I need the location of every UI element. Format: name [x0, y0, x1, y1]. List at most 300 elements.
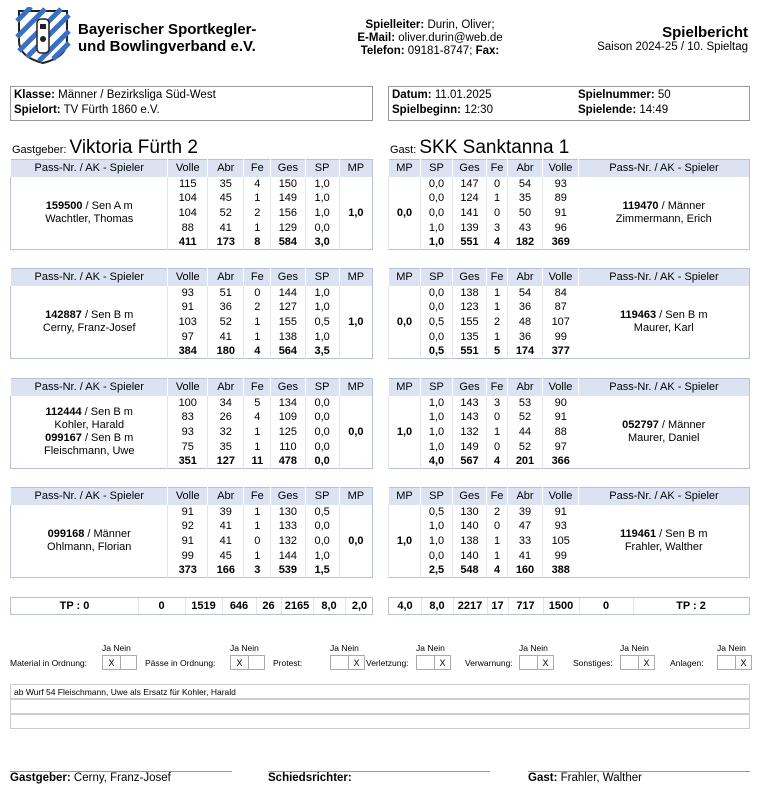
- home-value-cell: 0,5: [305, 505, 339, 520]
- total-cell: 0: [602, 600, 610, 612]
- col-player: Pass-Nr. / AK - Spieler: [579, 269, 750, 286]
- game-row: [389, 396, 750, 411]
- away-game-table: [388, 268, 750, 359]
- col-fe: Fe: [244, 269, 271, 286]
- home-value-cell: 351: [168, 454, 208, 469]
- col-mp: MP: [339, 379, 372, 396]
- away-value-cell: 93: [543, 519, 579, 534]
- home-value-cell: 138: [271, 329, 305, 344]
- game-row: [11, 396, 373, 411]
- home-mp-cell: 1,0: [339, 177, 372, 250]
- home-value-cell: 156: [271, 206, 305, 221]
- home-value-cell: 180: [208, 344, 244, 359]
- away-value-cell: 91: [543, 410, 579, 425]
- ja-nein-header: Ja Nein: [330, 643, 359, 653]
- col-volle: Volle: [168, 160, 208, 177]
- org-name-line1: Bayerischer Sportkegler-: [78, 21, 257, 38]
- total-cell: 1519: [191, 600, 216, 612]
- player-line: 052797 / Männer: [622, 418, 706, 431]
- check-box[interactable]: [230, 655, 265, 670]
- home-value-cell: 99: [168, 548, 208, 563]
- away-value-cell: 87: [543, 300, 579, 315]
- home-value-cell: 478: [271, 454, 305, 469]
- col-abr: Abr: [208, 379, 244, 396]
- ja-box[interactable]: X: [236, 658, 243, 668]
- total-cell: 0: [158, 600, 165, 612]
- home-value-cell: 0: [244, 286, 271, 301]
- player-line: Cerny, Franz-Josef: [42, 321, 136, 334]
- away-value-cell: 4: [487, 563, 508, 578]
- home-value-cell: 91: [168, 505, 208, 520]
- home-value-cell: 4: [244, 344, 271, 359]
- home-value-cell: 155: [271, 315, 305, 330]
- check-label: Verletzung:: [366, 658, 409, 668]
- col-mp: MP: [389, 160, 421, 177]
- home-value-cell: 109: [271, 410, 305, 425]
- home-value-cell: 45: [208, 548, 244, 563]
- total-separator: [281, 598, 282, 614]
- col-volle: Volle: [543, 160, 579, 177]
- nein-box[interactable]: X: [740, 658, 747, 668]
- away-value-cell: 84: [543, 286, 579, 301]
- col-fe: Fe: [487, 160, 508, 177]
- away-value-cell: 0,0: [421, 300, 453, 315]
- home-value-cell: 36: [208, 300, 244, 315]
- away-value-cell: 124: [453, 191, 487, 206]
- away-value-cell: 88: [543, 425, 579, 440]
- home-value-cell: 1,0: [305, 329, 339, 344]
- away-value-cell: 548: [453, 563, 487, 578]
- away-value-cell: 132: [453, 425, 487, 440]
- game-row: [11, 505, 373, 520]
- away-value-cell: 90: [543, 396, 579, 411]
- player-line: Maurer, Daniel: [627, 431, 700, 444]
- home-value-cell: 411: [168, 235, 208, 250]
- col-volle: Volle: [543, 379, 579, 396]
- home-value-cell: 1: [244, 548, 271, 563]
- check-label: Material in Ordnung:: [10, 658, 88, 668]
- col-ges: Ges: [453, 488, 487, 505]
- home-value-cell: 45: [208, 191, 244, 206]
- col-ges: Ges: [271, 160, 305, 177]
- home-value-cell: 0,0: [305, 425, 339, 440]
- ja-nein-header: Ja Nein: [519, 643, 548, 653]
- leader-line: Spielleiter: Durin, Oliver;: [365, 19, 495, 31]
- away-value-cell: 33: [508, 534, 543, 549]
- col-mp: MP: [389, 379, 421, 396]
- away-value-cell: 0: [487, 206, 508, 221]
- nein-box[interactable]: X: [353, 658, 360, 668]
- away-value-cell: 2,5: [421, 563, 453, 578]
- away-value-cell: 2: [487, 505, 508, 520]
- home-value-cell: 125: [271, 425, 305, 440]
- ja-nein-header: Ja Nein: [102, 643, 131, 653]
- away-value-cell: 140: [453, 519, 487, 534]
- home-value-cell: 35: [208, 439, 244, 454]
- col-player: Pass-Nr. / AK - Spieler: [579, 488, 750, 505]
- ja-nein-header: Ja Nein: [620, 643, 649, 653]
- total-cell: 4,0: [397, 600, 413, 612]
- time-info-box: [388, 86, 750, 121]
- total-cell: 8,0: [429, 600, 445, 612]
- home-value-cell: 0,0: [305, 439, 339, 454]
- total-separator: [508, 598, 509, 614]
- away-value-cell: 147: [453, 177, 487, 192]
- player-line: Ohlmann, Florian: [47, 540, 132, 553]
- check-box[interactable]: [717, 655, 752, 670]
- player-line: 099167 / Sen B m: [45, 431, 134, 444]
- home-value-cell: 104: [168, 206, 208, 221]
- check-box[interactable]: [330, 655, 365, 670]
- home-value-cell: 91: [168, 534, 208, 549]
- ja-box[interactable]: X: [108, 658, 115, 668]
- home-mp-cell: 0,0: [339, 505, 372, 578]
- home-value-cell: 384: [168, 344, 208, 359]
- away-value-cell: 1,0: [421, 439, 453, 454]
- col-volle: Volle: [168, 488, 208, 505]
- col-fe: Fe: [487, 379, 508, 396]
- home-value-cell: 8: [244, 235, 271, 250]
- away-value-cell: 4,0: [421, 454, 453, 469]
- away-game-table: [388, 159, 750, 250]
- col-sp: SP: [421, 379, 453, 396]
- org-name-line2: und Bowlingverband e.V.: [78, 38, 256, 55]
- col-player: Pass-Nr. / AK - Spieler: [579, 160, 750, 177]
- total-cell: 646: [229, 600, 249, 612]
- away-value-cell: 1,0: [421, 534, 453, 549]
- away-value-cell: 48: [508, 315, 543, 330]
- report-title: Spielbericht: [662, 24, 748, 41]
- away-value-cell: 551: [453, 344, 487, 359]
- away-mp-cell: 1,0: [389, 505, 421, 578]
- away-value-cell: 0,5: [421, 315, 453, 330]
- away-value-cell: 97: [543, 439, 579, 454]
- box-divider: [248, 656, 265, 669]
- home-value-cell: 1,0: [305, 206, 339, 221]
- home-value-cell: 97: [168, 329, 208, 344]
- away-value-cell: 1,0: [421, 220, 453, 235]
- away-value-cell: 0,0: [421, 206, 453, 221]
- player-line: 112444 / Sen B m: [45, 405, 133, 418]
- col-mp: MP: [339, 160, 372, 177]
- away-value-cell: 0: [487, 519, 508, 534]
- total-separator: [421, 598, 422, 614]
- away-value-cell: 0: [487, 439, 508, 454]
- home-value-cell: 127: [271, 300, 305, 315]
- away-value-cell: 35: [508, 191, 543, 206]
- col-sp: SP: [305, 160, 339, 177]
- home-totals-row: [10, 597, 373, 615]
- beginn-field: Spielbeginn: 12:30: [392, 104, 493, 116]
- home-value-cell: 3,5: [305, 344, 339, 359]
- col-abr: Abr: [508, 379, 543, 396]
- home-value-cell: 0,0: [305, 519, 339, 534]
- away-mp-cell: 0,0: [389, 286, 421, 359]
- total-cell: 717: [516, 600, 535, 612]
- home-value-cell: 110: [271, 439, 305, 454]
- home-value-cell: 166: [208, 563, 244, 578]
- away-value-cell: 138: [453, 534, 487, 549]
- home-value-cell: 51: [208, 286, 244, 301]
- home-game-table: [10, 159, 373, 250]
- col-abr: Abr: [508, 488, 543, 505]
- player-line: 119463 / Sen B m: [620, 308, 708, 321]
- total-cell: 8,0: [321, 600, 337, 612]
- home-value-cell: 144: [271, 286, 305, 301]
- home-value-cell: 539: [271, 563, 305, 578]
- col-sp: SP: [421, 160, 453, 177]
- away-value-cell: 0,0: [421, 329, 453, 344]
- away-value-cell: 54: [508, 177, 543, 192]
- away-value-cell: 155: [453, 315, 487, 330]
- ja-nein-header: Ja Nein: [416, 643, 445, 653]
- away-value-cell: 1: [487, 534, 508, 549]
- away-value-cell: 105: [543, 534, 579, 549]
- home-value-cell: 1,5: [305, 563, 339, 578]
- player-line: 119461 / Sen B m: [620, 527, 708, 540]
- away-value-cell: 52: [508, 410, 543, 425]
- total-separator: [487, 598, 488, 614]
- total-separator: [256, 598, 257, 614]
- away-value-cell: 91: [543, 206, 579, 221]
- col-abr: Abr: [208, 269, 244, 286]
- home-value-cell: 39: [208, 505, 244, 520]
- away-value-cell: 96: [543, 220, 579, 235]
- home-value-cell: 75: [168, 439, 208, 454]
- game-row: [11, 177, 373, 192]
- check-box[interactable]: [519, 655, 554, 670]
- home-value-cell: 1,0: [305, 191, 339, 206]
- col-volle: Volle: [168, 379, 208, 396]
- col-fe: Fe: [244, 160, 271, 177]
- remark-line-1: ab Wurf 54 Fleischmann, Uwe als Ersatz für Kohler, Harald: [10, 684, 750, 699]
- away-value-cell: 91: [543, 505, 579, 520]
- col-sp: SP: [305, 379, 339, 396]
- col-sp: SP: [305, 269, 339, 286]
- home-value-cell: 92: [168, 519, 208, 534]
- home-value-cell: 0,0: [305, 220, 339, 235]
- home-value-cell: 0: [244, 534, 271, 549]
- total-cell: 2165: [284, 600, 310, 612]
- away-value-cell: 36: [508, 329, 543, 344]
- away-value-cell: 1,0: [421, 425, 453, 440]
- away-value-cell: 5: [487, 344, 508, 359]
- col-ges: Ges: [453, 269, 487, 286]
- away-value-cell: 0: [487, 410, 508, 425]
- away-team-header: Gast: SKK Sanktanna 1: [390, 137, 570, 158]
- home-mp-cell: 1,0: [339, 286, 372, 359]
- check-label: Sonstiges:: [573, 658, 613, 668]
- home-value-cell: 52: [208, 206, 244, 221]
- away-signature: Gast: Frahler, Walther: [528, 772, 642, 784]
- federation-logo: [15, 7, 71, 65]
- away-value-cell: 107: [543, 315, 579, 330]
- home-value-cell: 1,0: [305, 548, 339, 563]
- col-ges: Ges: [453, 379, 487, 396]
- col-ges: Ges: [271, 269, 305, 286]
- col-sp: SP: [421, 269, 453, 286]
- home-value-cell: 1: [244, 425, 271, 440]
- col-player: Pass-Nr. / AK - Spieler: [11, 269, 168, 286]
- away-value-cell: 139: [453, 220, 487, 235]
- home-value-cell: 41: [208, 534, 244, 549]
- player-line: Maurer, Karl: [633, 321, 694, 334]
- away-value-cell: 138: [453, 286, 487, 301]
- away-value-cell: 201: [508, 454, 543, 469]
- player-line: 142887 / Sen B m: [45, 308, 134, 321]
- remark-line-2: [10, 699, 750, 714]
- away-value-cell: 1: [487, 286, 508, 301]
- away-value-cell: 53: [508, 396, 543, 411]
- check-box[interactable]: [416, 655, 451, 670]
- col-player: Pass-Nr. / AK - Spieler: [11, 488, 168, 505]
- nein-box[interactable]: X: [643, 658, 650, 668]
- away-value-cell: 99: [543, 548, 579, 563]
- away-value-cell: 4: [487, 454, 508, 469]
- datum-field: Datum: 11.01.2025: [392, 89, 492, 101]
- game-row: [389, 286, 750, 301]
- away-value-cell: 1,0: [421, 235, 453, 250]
- home-value-cell: 5: [244, 396, 271, 411]
- home-player-cell: [11, 286, 168, 359]
- home-value-cell: 0,0: [305, 410, 339, 425]
- away-value-cell: 54: [508, 286, 543, 301]
- home-value-cell: 2: [244, 206, 271, 221]
- remark-line-3: [10, 714, 750, 729]
- home-value-cell: 83: [168, 410, 208, 425]
- away-value-cell: 39: [508, 505, 543, 520]
- check-label: Verwarnung:: [465, 658, 513, 668]
- col-mp: MP: [389, 269, 421, 286]
- home-value-cell: 1: [244, 519, 271, 534]
- total-separator: [222, 598, 223, 614]
- away-value-cell: 47: [508, 519, 543, 534]
- away-value-cell: 130: [453, 505, 487, 520]
- away-totals-row: [388, 597, 750, 615]
- away-value-cell: 388: [543, 563, 579, 578]
- away-value-cell: 0,0: [421, 548, 453, 563]
- player-line: 159500 / Sen A m: [45, 199, 133, 212]
- home-player-cell: [11, 177, 168, 250]
- home-signature: Gastgeber: Cerny, Franz-Josef: [10, 772, 171, 784]
- total-separator: [345, 598, 346, 614]
- player-line: 119470 / Männer: [622, 199, 706, 212]
- player-line: Wachtler, Thomas: [45, 212, 134, 225]
- player-line: Zimmermann, Erich: [615, 212, 712, 225]
- home-team-header: Gastgeber: Viktoria Fürth 2: [12, 137, 198, 158]
- away-value-cell: 1: [487, 329, 508, 344]
- total-separator: [633, 598, 634, 614]
- home-value-cell: 104: [168, 191, 208, 206]
- game-row: [389, 505, 750, 520]
- away-value-cell: 0,0: [421, 286, 453, 301]
- col-abr: Abr: [508, 269, 543, 286]
- player-line: Fleischmann, Uwe: [43, 444, 135, 457]
- home-value-cell: 584: [271, 235, 305, 250]
- total-cell: 17: [491, 600, 504, 612]
- away-player-cell: [579, 177, 750, 250]
- away-value-cell: 1: [487, 300, 508, 315]
- home-value-cell: 1: [244, 329, 271, 344]
- home-value-cell: 0,0: [305, 396, 339, 411]
- check-box[interactable]: [620, 655, 655, 670]
- player-line: Frahler, Walther: [624, 540, 703, 553]
- game-row: [389, 177, 750, 192]
- home-value-cell: 144: [271, 548, 305, 563]
- col-mp: MP: [389, 488, 421, 505]
- col-fe: Fe: [487, 488, 508, 505]
- home-game-table: [10, 378, 373, 469]
- away-value-cell: 135: [453, 329, 487, 344]
- away-value-cell: 123: [453, 300, 487, 315]
- home-team-name: Viktoria Fürth 2: [69, 137, 198, 158]
- col-abr: Abr: [208, 488, 244, 505]
- home-value-cell: 130: [271, 505, 305, 520]
- away-mp-cell: 0,0: [389, 177, 421, 250]
- home-value-cell: 564: [271, 344, 305, 359]
- nummer-field: Spielnummer: 50: [578, 89, 671, 101]
- col-volle: Volle: [168, 269, 208, 286]
- total-separator: [185, 598, 186, 614]
- home-value-cell: 1: [244, 439, 271, 454]
- home-value-cell: 100: [168, 396, 208, 411]
- away-value-cell: 2: [487, 315, 508, 330]
- home-value-cell: 149: [271, 191, 305, 206]
- away-value-cell: 366: [543, 454, 579, 469]
- home-value-cell: 0,5: [305, 315, 339, 330]
- total-cell: TP : 2: [676, 600, 706, 612]
- away-value-cell: 182: [508, 235, 543, 250]
- home-value-cell: 1: [244, 505, 271, 520]
- col-fe: Fe: [244, 488, 271, 505]
- player-line: 099168 / Männer: [47, 527, 131, 540]
- home-value-cell: 91: [168, 300, 208, 315]
- home-value-cell: 41: [208, 329, 244, 344]
- away-value-cell: 0: [487, 177, 508, 192]
- col-volle: Volle: [543, 488, 579, 505]
- home-value-cell: 1,0: [305, 177, 339, 192]
- home-value-cell: 129: [271, 220, 305, 235]
- home-value-cell: 1: [244, 220, 271, 235]
- col-ges: Ges: [453, 160, 487, 177]
- ende-field: Spielende: 14:49: [578, 104, 669, 116]
- ja-nein-header: Ja Nein: [717, 643, 746, 653]
- phone-line: Telefon: 09181-8747; Fax:: [360, 45, 500, 57]
- home-value-cell: 0,0: [305, 534, 339, 549]
- check-box[interactable]: [102, 655, 137, 670]
- home-value-cell: 35: [208, 177, 244, 192]
- home-mp-cell: 0,0: [339, 396, 372, 469]
- away-value-cell: 567: [453, 454, 487, 469]
- away-value-cell: 143: [453, 396, 487, 411]
- total-cell: TP : 0: [59, 600, 90, 612]
- away-value-cell: 369: [543, 235, 579, 250]
- total-cell: 1500: [548, 600, 574, 612]
- referee-signature: Schiedsrichter:: [268, 772, 352, 784]
- away-value-cell: 3: [487, 220, 508, 235]
- away-value-cell: 143: [453, 410, 487, 425]
- away-value-cell: 0,5: [421, 344, 453, 359]
- home-value-cell: 1: [244, 315, 271, 330]
- home-value-cell: 373: [168, 563, 208, 578]
- ja-nein-header: Ja Nein: [230, 643, 259, 653]
- nein-box[interactable]: X: [439, 658, 446, 668]
- nein-box[interactable]: X: [542, 658, 549, 668]
- total-cell: 2217: [457, 600, 483, 612]
- home-value-cell: 150: [271, 177, 305, 192]
- home-value-cell: 173: [208, 235, 244, 250]
- away-value-cell: 0,0: [421, 177, 453, 192]
